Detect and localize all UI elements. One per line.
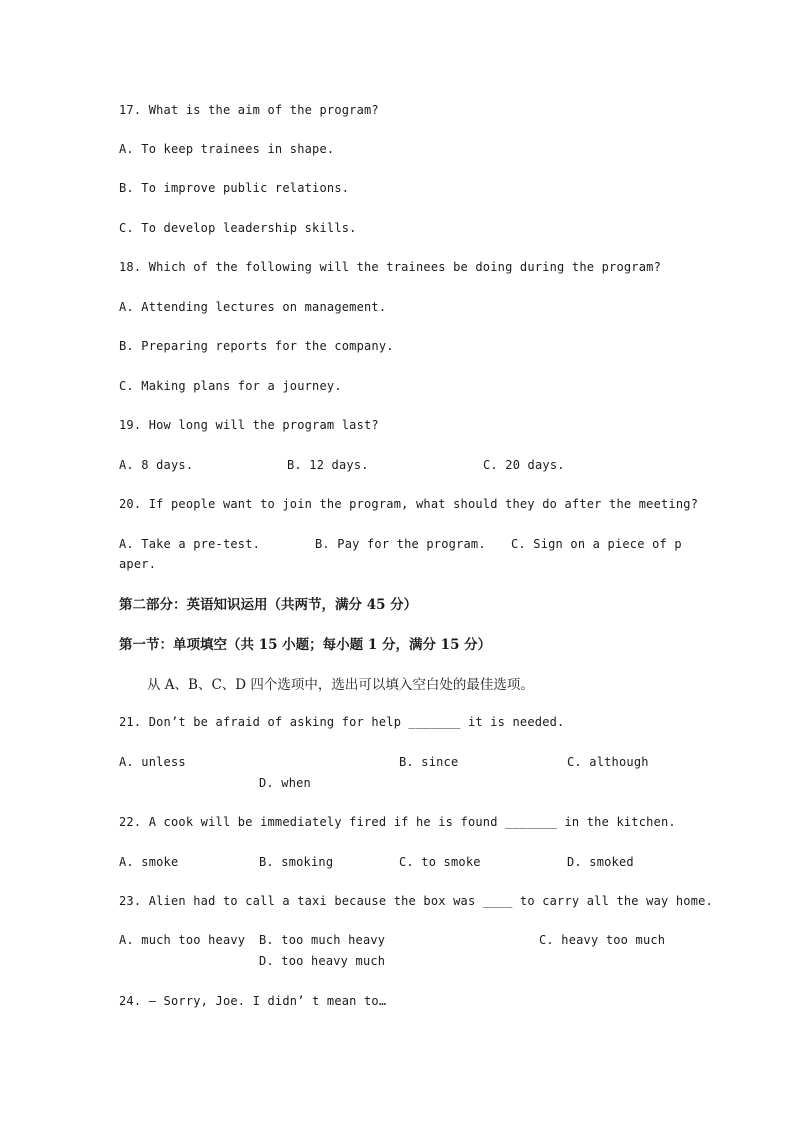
q20-option-b: B. Pay for the program.	[315, 537, 486, 551]
q17-option-a: A. To keep trainees in shape.	[119, 142, 335, 156]
q17-option-c: C. To develop leadership skills.	[119, 221, 357, 235]
q20-option-a: A. Take a pre-test.	[119, 537, 261, 551]
q22-option-c: C. to smoke	[399, 855, 481, 869]
section1-title: 第一节：单项填空（共 15 小题；每小题 1 分，满分 15 分）	[119, 637, 492, 653]
q17-option-b: B. To improve public relations.	[119, 181, 350, 195]
q19-stem: 19. How long will the program last?	[119, 418, 379, 432]
q20-stem: 20. If people want to join the program, what should they do after the meeting?	[119, 497, 699, 511]
section1-instruction: 从 A、B、C、D 四个选项中，选出可以填入空白处的最佳选项。	[147, 677, 534, 693]
part2-title: 第二部分：英语知识运用（共两节，满分 45 分）	[119, 597, 418, 613]
q18-option-a: A. Attending lectures on management.	[119, 300, 387, 314]
q21-option-b: B. since	[399, 755, 459, 769]
q20-option-c-wrap: aper.	[119, 557, 157, 571]
q22-stem: 22. A cook will be immediately fired if he is found _______ in the kitchen.	[119, 815, 676, 829]
q19-option-a: A. 8 days.	[119, 458, 194, 472]
q19-option-b: B. 12 days.	[287, 458, 369, 472]
q18-option-c: C. Making plans for a journey.	[119, 379, 342, 393]
q23-stem: 23. Alien had to call a taxi because the box was ____ to carry all the way home.	[119, 894, 713, 908]
q22-option-a: A. smoke	[119, 855, 179, 869]
q23-option-d: D. too heavy much	[259, 954, 386, 968]
q20-option-c: C. Sign on a piece of p	[511, 537, 682, 551]
q21-option-c: C. although	[567, 755, 649, 769]
q22-option-b: B. smoking	[259, 855, 334, 869]
q22-option-d: D. smoked	[567, 855, 634, 869]
q18-option-b: B. Preparing reports for the company.	[119, 339, 394, 353]
q23-option-c: C. heavy too much	[539, 933, 666, 947]
q24-stem: 24. – Sorry, Joe. I didn’ t mean to…	[119, 994, 387, 1008]
q23-option-a: A. much too heavy	[119, 933, 246, 947]
q21-option-a: A. unless	[119, 755, 186, 769]
q21-option-d: D. when	[259, 776, 311, 790]
q21-stem: 21. Don’t be afraid of asking for help _______ it is needed.	[119, 715, 565, 729]
q19-option-c: C. 20 days.	[483, 458, 565, 472]
q17-stem: 17. What is the aim of the program?	[119, 103, 379, 117]
q23-option-b: B. too much heavy	[259, 933, 386, 947]
q18-stem: 18. Which of the following will the trainees be doing during the program?	[119, 260, 661, 274]
